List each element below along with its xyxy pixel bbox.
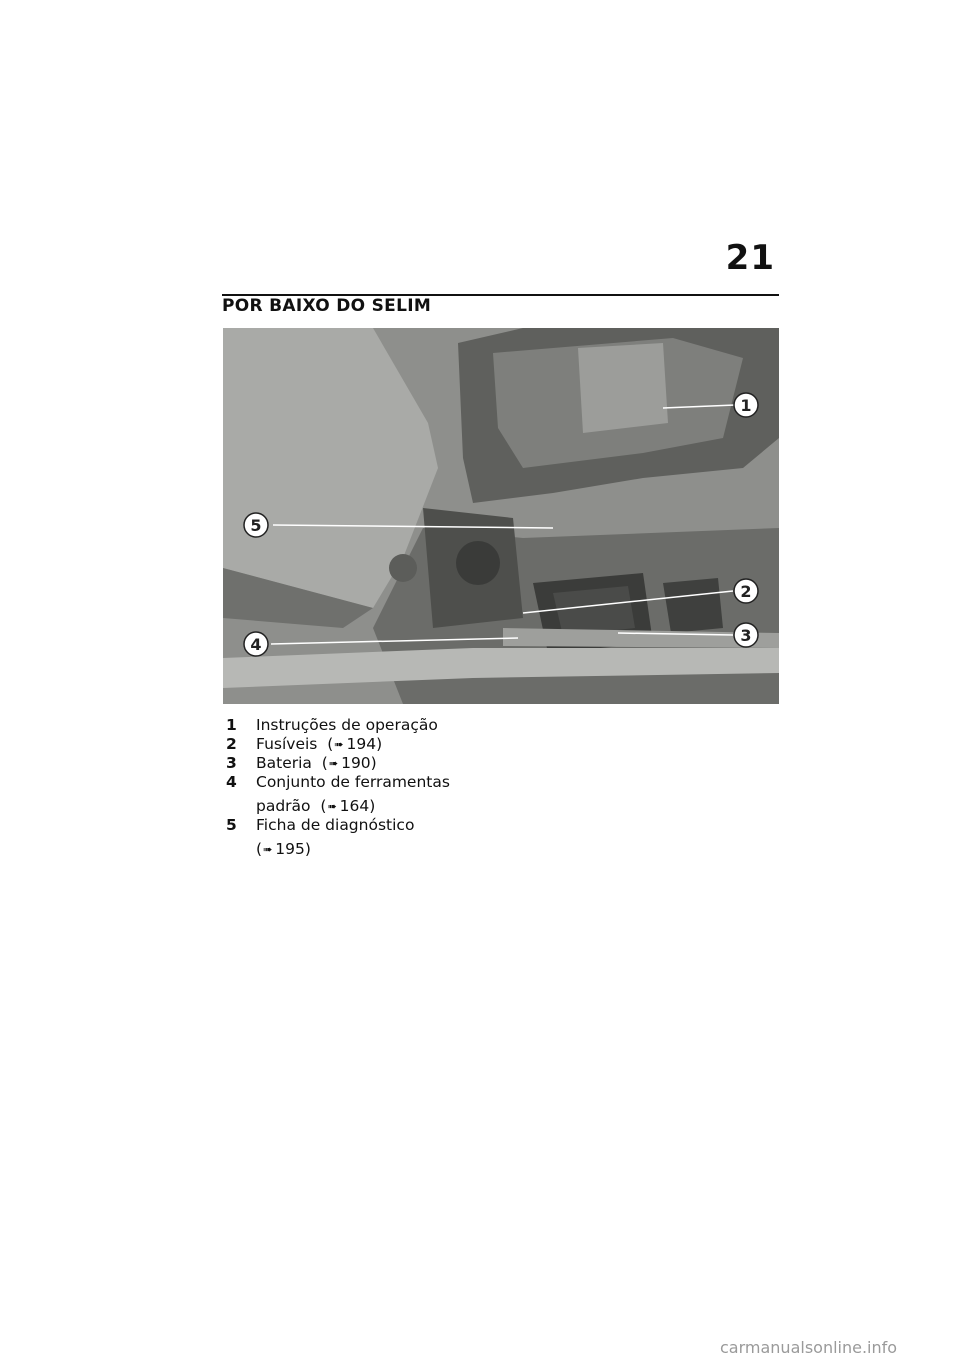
legend-text — [256, 754, 556, 773]
section-title: POR BAIXO DO SELIM — [222, 296, 432, 316]
legend-label: Fusíveis — [256, 735, 318, 753]
legend-item — [226, 754, 556, 773]
legend-label-cont: padrão — [256, 797, 311, 815]
legend-number: 2 — [226, 735, 237, 753]
callout-2 — [734, 579, 758, 603]
legend-number: 4 — [226, 773, 237, 791]
right-arrow-icon: ➠ — [334, 738, 344, 751]
callout-1 — [734, 393, 758, 417]
legend-label: Ficha de diagnóstico — [256, 816, 415, 834]
legend-label: Instruções de operação — [256, 716, 438, 734]
legend-label: Conjunto de ferramentas — [256, 773, 450, 791]
legend-label: Bateria — [256, 754, 312, 772]
legend-number: 3 — [226, 754, 237, 772]
page-reference-link[interactable]: (➠ 164) — [320, 797, 376, 815]
legend-number: 5 — [226, 816, 237, 834]
legend-item — [226, 716, 556, 735]
right-arrow-icon: ➠ — [263, 843, 273, 856]
legend-text — [256, 735, 556, 754]
callout-3 — [734, 623, 758, 647]
svg-text:1: 1 — [740, 396, 752, 415]
page-number: 21 — [725, 238, 775, 278]
legend-list — [226, 716, 556, 859]
svg-text:5: 5 — [250, 516, 262, 535]
page-reference-link[interactable]: (➠ 190) — [321, 754, 377, 772]
page-ref-number: 190 — [341, 754, 371, 772]
svg-text:2: 2 — [740, 582, 752, 601]
figure-photo — [223, 328, 779, 704]
svg-text:3: 3 — [740, 626, 752, 645]
legend-number: 1 — [226, 716, 237, 734]
right-arrow-icon: ➠ — [328, 757, 339, 770]
watermark: carmanualsonline.info — [720, 1338, 898, 1357]
legend-text — [256, 816, 556, 859]
right-arrow-icon: ➠ — [327, 800, 337, 813]
callout-4 — [244, 632, 268, 656]
svg-text:4: 4 — [250, 635, 262, 654]
page-reference-link[interactable]: (➠ 194) — [327, 735, 383, 753]
legend-item — [226, 816, 556, 859]
legend-item — [226, 735, 556, 754]
page-ref-number: 164 — [339, 797, 370, 815]
page-reference-link[interactable]: (➠ 195) — [256, 840, 311, 858]
page-ref-number: 194 — [346, 735, 377, 753]
legend-text — [256, 716, 556, 735]
legend-text — [256, 773, 556, 816]
page-ref-number: 195 — [275, 840, 305, 858]
legend-item — [226, 773, 556, 816]
callout-5 — [244, 513, 268, 537]
